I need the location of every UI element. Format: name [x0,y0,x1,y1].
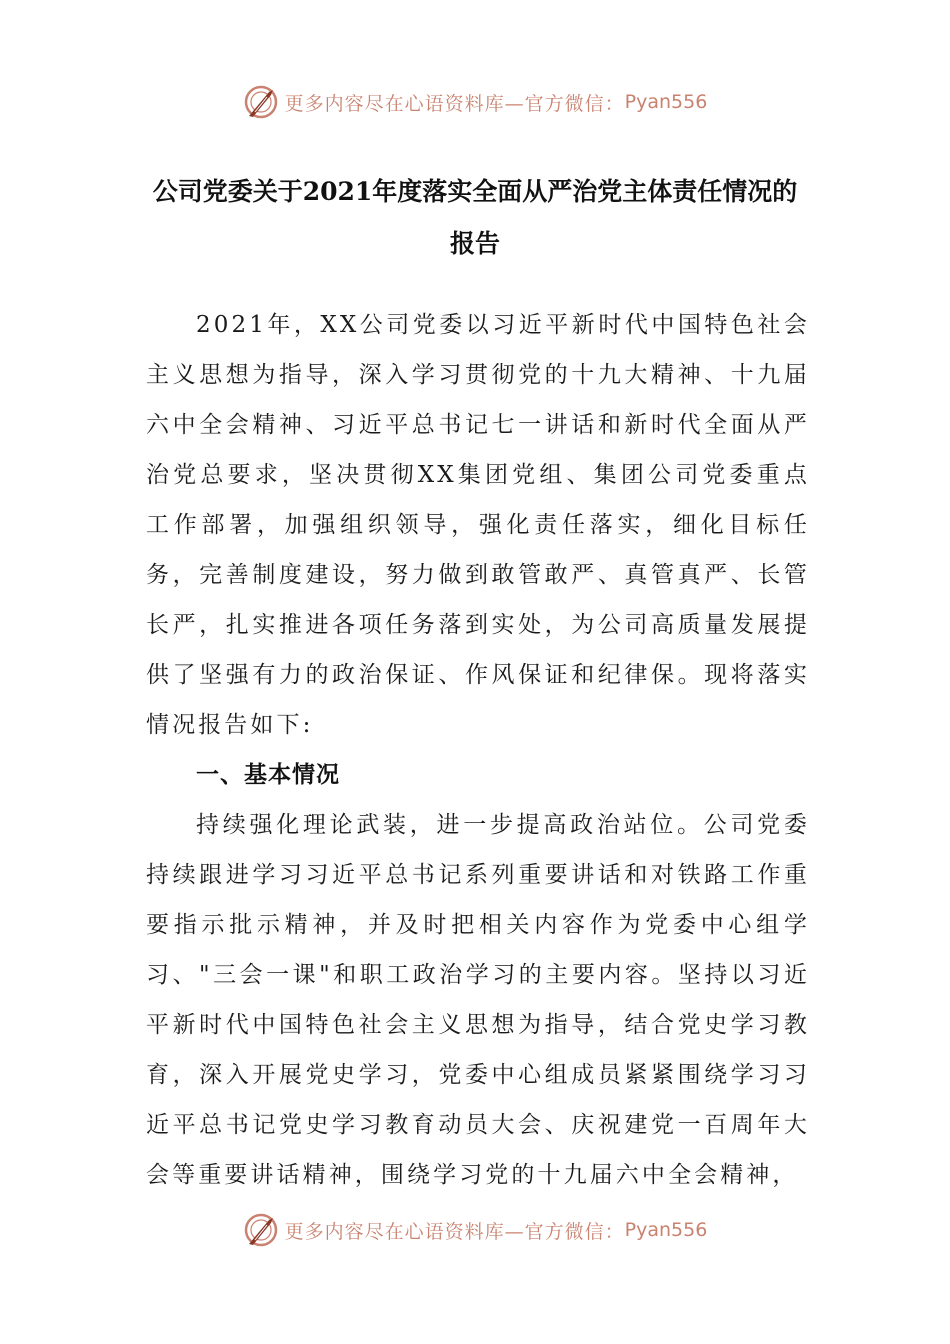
watermark-wechat-id: Pyan556 [624,91,708,113]
watermark-wechat-id: Pyan556 [624,1219,708,1241]
watermark-banner-bottom [0,1210,950,1250]
intro-paragraph: 2021年，XX公司党委以习近平新时代中国特色社会主义思想为指导，深入学习贯彻党的十九大精神、十九届六中全会精神、习近平总书记七一讲话和新时代全面从严治党总要求，坚决贯彻XX集团党组、集团公司党委重点工作部署，加强组织领导，强化责任落实，细化目标任务，完善制度建设，努力做到敢管敢严、真管真严、长管长严，扎实推进各项任务落到实处，为公司高质量发展提供了坚强有力的政治保证、作风保证和纪律保。现将落实情况报告如下: [146,312,810,738]
watermark-text: 更多内容尽在心语资料库—官方微信： [284,92,625,115]
section-1-paragraph: 持续强化理论武装，进一步提高政治站位。公司党委持续跟进学习习近平总书记系列重要讲话和对铁路工作重要指示批示精神，并及时把相关内容作为党委中心组学习、"三会一课"和职工政治学习的主要内容。坚持以习近平新时代中国特色社会主义思想为指导，结合党史学习教育，深入开展党史学习，党委中心组成员紧紧围绕学习习近平总书记党史学习教育动员大会、庆祝建党一百周年大会等重要讲话精神，围绕学习党的十九届六中全会精神， [146,812,810,1188]
watermark-text: 更多内容尽在心语资料库—官方微信： [284,1220,625,1243]
document-title-line-2: 报告 [449,229,500,258]
watermark-banner-top [0,82,950,122]
document-title-line-1: 公司党委关于2021年度落实全面从严治党主体责任情况的 [152,177,798,206]
section-heading-basic-situation: 一、基本情况 [196,762,340,788]
quill-logo-icon [243,1212,279,1248]
document-body [146,300,810,1200]
quill-logo-icon [243,84,279,120]
